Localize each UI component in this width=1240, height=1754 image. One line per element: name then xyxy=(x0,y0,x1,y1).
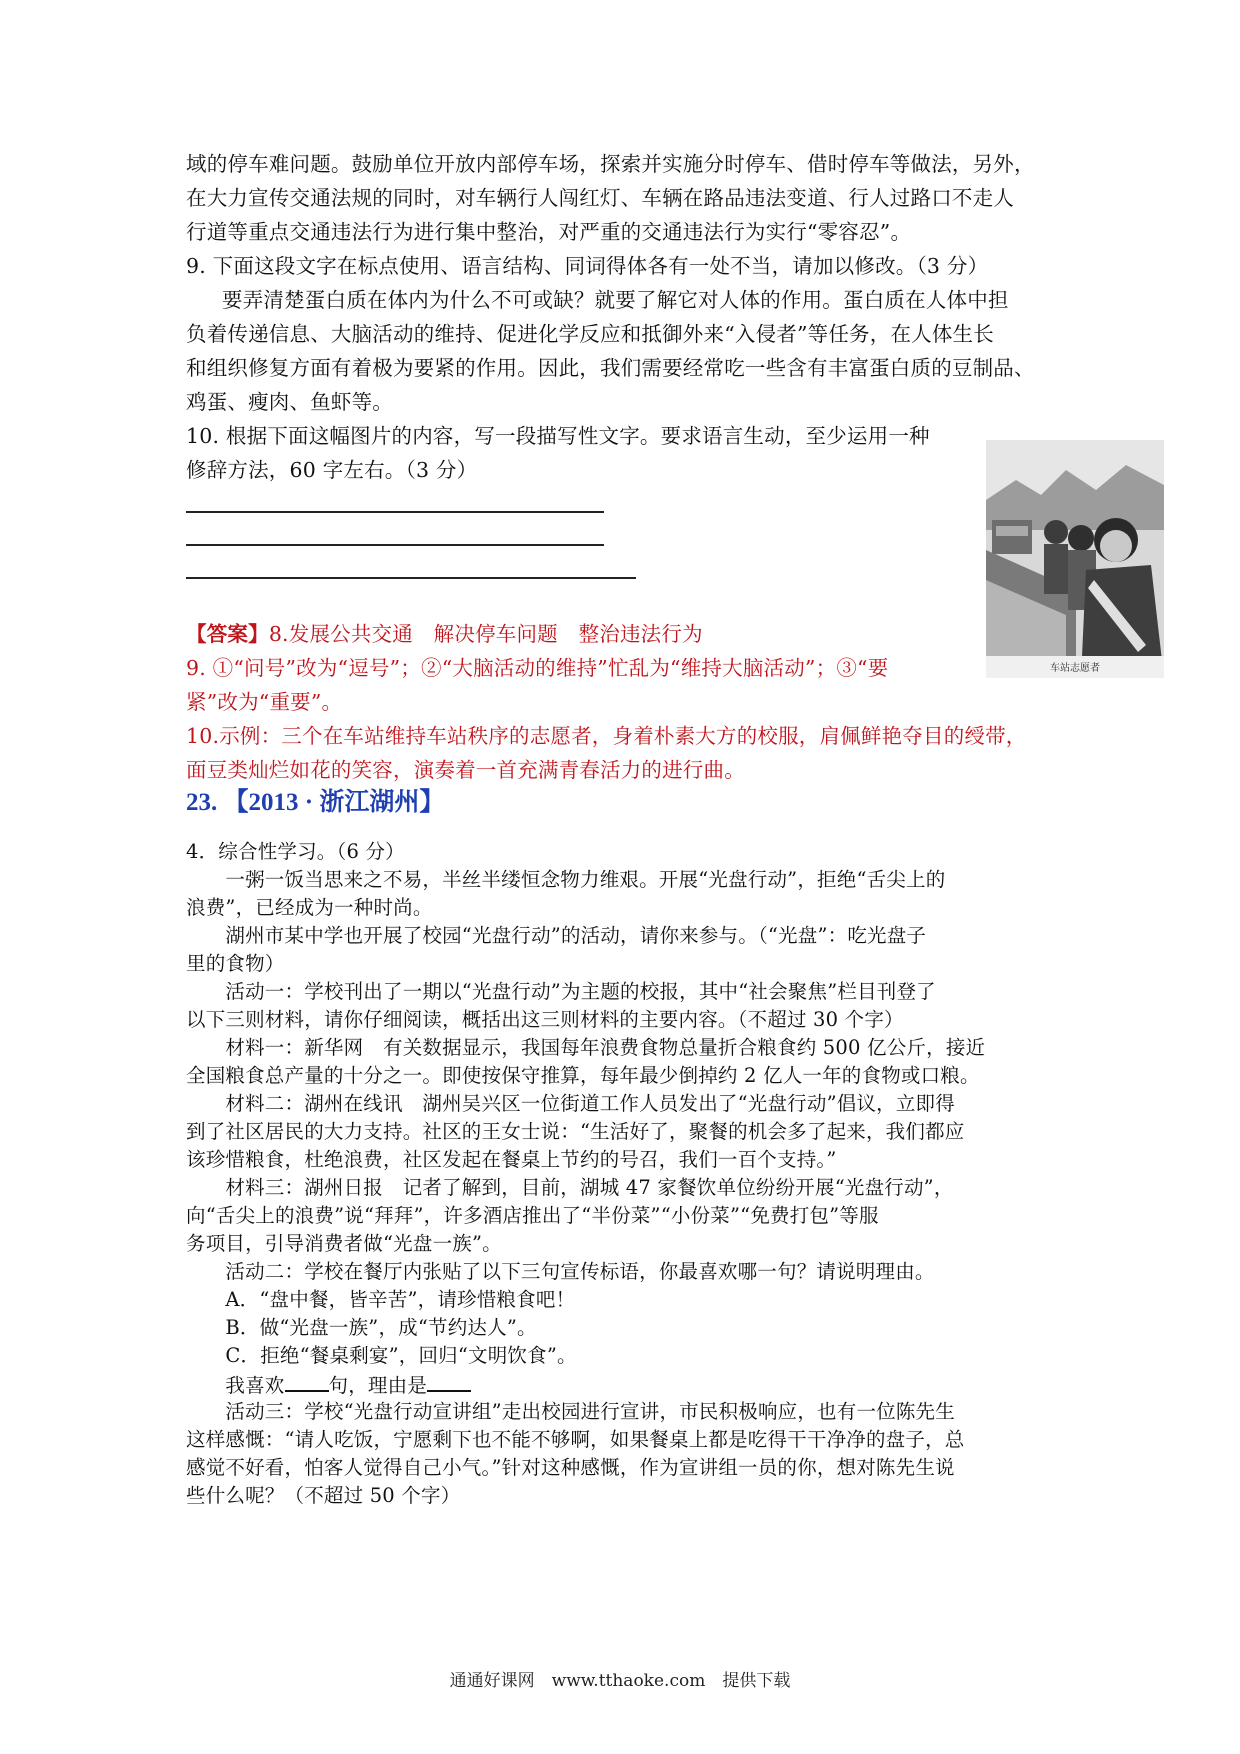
question-9-line: 负着传递信息、大脑活动的维持、促进化学反应和抵御外来“入侵者”等任务，在人体生长 xyxy=(186,322,994,346)
like-mid: 句，理由是 xyxy=(328,1374,428,1397)
section-line: 4．综合性学习。（6 分） xyxy=(186,840,405,863)
section-line: 活动三：学校“光盘行动宣讲组”走出校园进行宣讲，市民积极响应，也有一位陈先生 xyxy=(186,1400,955,1423)
section-line: 材料一：新华网 有关数据显示，我国每年浪费食物总量折合粮食约 500 亿公斤，接近 xyxy=(186,1036,986,1059)
paragraph-line: 域的停车难问题。鼓励单位开放内部停车场，探索并实施分时停车、借时停车等做法，另外， xyxy=(186,152,1035,176)
question-9-line: 鸡蛋、瘦肉、鱼虾等。 xyxy=(186,390,393,414)
answer-blank-line xyxy=(186,544,604,546)
question-10-line: 修辞方法，60 字左右。（3 分） xyxy=(186,458,478,482)
section-line: 全国粮食总产量的十分之一。即使按保守推算，每年最少倒掉约 2 亿人一年的食物或口粮。 xyxy=(186,1064,980,1087)
fill-blank xyxy=(427,1370,471,1392)
like-sentence-line xyxy=(186,1370,471,1400)
section-line: 材料二：湖州在线讯 湖州吴兴区一位街道工作人员发出了“光盘行动”倡议，立即得 xyxy=(186,1092,955,1115)
slogan-option-a: A．“盘中餐，皆辛苦”，请珍惜粮食吧！ xyxy=(186,1288,576,1311)
section-line: 些什么呢？（不超过 50 个字） xyxy=(186,1484,461,1507)
section-line: 湖州市某中学也开展了校园“光盘行动”的活动，请你来参与。（“光盘”：吃光盘子 xyxy=(186,924,927,947)
section-line: 这样感慨：“请人吃饭，宁愿剩下也不能不够啊，如果餐桌上都是吃得干干净净的盘子，总 xyxy=(186,1428,965,1451)
question-9-line: 和组织修复方面有着极为要紧的作用。因此，我们需要经常吃一些含有丰富蛋白质的豆制品、 xyxy=(186,356,1035,380)
photo-caption: 车站志愿者 xyxy=(1050,663,1100,674)
section-line: 感觉不好看，怕客人觉得自己小气。”针对这种感慨，作为宣讲组一员的你，想对陈先生说 xyxy=(186,1456,955,1479)
answer-10-line: 10.示例：三个在车站维持车站秩序的志愿者，身着朴素大方的校服，肩佩鲜艳夺目的绶带， xyxy=(186,724,1027,748)
section-line: 向“舌尖上的浪费”说“拜拜”，许多酒店推出了“半份菜”“小份菜”“免费打包”等服 xyxy=(186,1204,879,1227)
answer-blank-line xyxy=(186,577,636,579)
fill-blank xyxy=(285,1370,329,1392)
like-prefix: 我喜欢 xyxy=(186,1374,285,1397)
answer-8 xyxy=(186,620,703,649)
question-10-line: 10. 根据下面这幅图片的内容，写一段描写性文字。要求语言生动，至少运用一种 xyxy=(186,424,930,448)
section-line: 浪费”，已经成为一种时尚。 xyxy=(186,896,433,919)
slogan-option-c: C．拒绝“餐桌剩宴”，回归“文明饮食”。 xyxy=(186,1344,577,1367)
section-line: 务项目，引导消费者做“光盘一族”。 xyxy=(186,1232,502,1255)
answer-blank-line xyxy=(186,511,604,513)
answer-tag: 【答案】 xyxy=(186,622,269,646)
section-line: 以下三则材料，请你仔细阅读，概括出这三则材料的主要内容。（不超过 30 个字） xyxy=(186,1008,904,1031)
answer-8-text: 8.发展公共交通 解决停车问题 整治违法行为 xyxy=(268,622,703,646)
slogan-option-b: B．做“光盘一族”，成“节约达人”。 xyxy=(186,1316,537,1339)
answer-9-line: 9. ①“问号”改为“逗号”；②“大脑活动的维持”忙乱为“维持大脑活动”；③“要 xyxy=(186,656,889,680)
section-line: 一粥一饭当思来之不易，半丝半缕恒念物力维艰。开展“光盘行动”，拒绝“舌尖上的 xyxy=(186,868,946,891)
page-footer: 通通好课网 www.tthaoke.com 提供下载 xyxy=(449,1671,791,1691)
question-9-title: 9. 下面这段文字在标点使用、语言结构、同词得体各有一处不当，请加以修改。（3 分） xyxy=(186,254,989,278)
section-line: 活动二：学校在餐厅内张贴了以下三句宣传标语，你最喜欢哪一句？请说明理由。 xyxy=(186,1260,935,1283)
answer-10-line: 面豆类灿烂如花的笑容，演奏着一首充满青春活力的进行曲。 xyxy=(186,758,745,782)
section-line: 该珍惜粮食，杜绝浪费，社区发起在餐桌上节约的号召，我们一百个支持。” xyxy=(186,1148,837,1171)
section-line: 材料三：湖州日报 记者了解到，目前，湖城 47 家餐饮单位纷纷开展“光盘行动”， xyxy=(186,1176,954,1199)
volunteer-photo xyxy=(986,440,1164,678)
section-line: 到了社区居民的大力支持。社区的王女士说：“生活好了，聚餐的机会多了起来，我们都应 xyxy=(186,1120,965,1143)
section-line: 里的食物） xyxy=(186,952,285,975)
section-heading: 23. 【2013 · 浙江湖州】 xyxy=(186,789,445,816)
question-9-line: 要弄清楚蛋白质在体内为什么不可或缺？就要了解它对人体的作用。蛋白质在人体中担 xyxy=(222,288,1009,312)
paragraph-line: 行道等重点交通违法行为进行集中整治，对严重的交通违法行为实行“零容忍”。 xyxy=(186,220,912,244)
section-line: 活动一：学校刊出了一期以“光盘行动”为主题的校报，其中“社会聚焦”栏目刊登了 xyxy=(186,980,936,1003)
paragraph-line: 在大力宣传交通法规的同时，对车辆行人闯红灯、车辆在路品违法变道、行人过路口不走人 xyxy=(186,186,1014,210)
answer-9-line: 紧”改为“重要”。 xyxy=(186,690,343,714)
